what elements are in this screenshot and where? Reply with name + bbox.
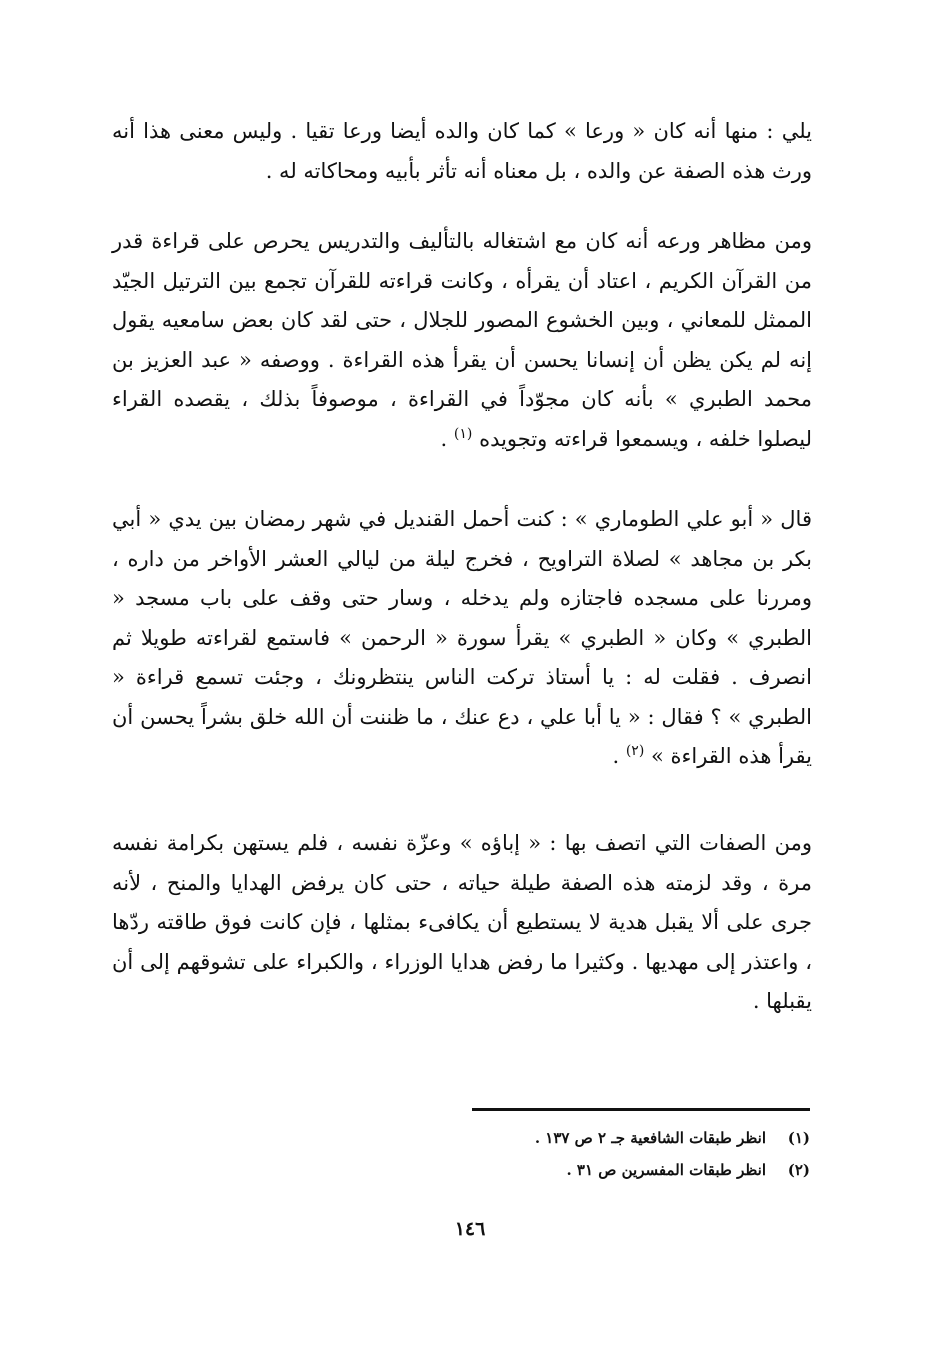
footnote-2-number: (٢) <box>787 1161 810 1179</box>
footnote-ref-1[interactable]: (١) <box>453 425 473 442</box>
footnote-ref-2[interactable]: (٢) <box>625 743 645 759</box>
page-number: ١٤٦ <box>454 1218 486 1240</box>
paragraph-3-text: قال « أبو علي الطوماري » : كنت أحمل القنديل في شهر رمضان بين يدي « أبي بكر بن مجاهد » لصلاة التراويح ، فخرج ليلة من ليالي العشر الأواخر من داره ، ومررنا على مسجده فاجتازه ولم يدخله ، وسار حتى وقف على باب مسجد « الطبري » وكان « الطبري » يقرأ سورة « الرحمن » فاستمع لقراءته طويلا ثم انصرف . فقلت له : يا أستاذ تركت الناس ينتظرونك ، وجئت تسمع قراءة « الطبري » ؟ فقال : « يا أبا علي ، دع عنك ، ما ظننت أن الله خلق بشراً يحسن أن يقرأ هذه القراءة » <box>112 507 812 768</box>
footnote-2 <box>472 1154 810 1186</box>
paragraph-1-text: يلي : منها أنه كان « ورعا » كما كان والده أيضا ورعا تقيا . وليس معنى هذا أنه ورث هذه الصفة عن والده ، بل معناه أنه تأثر بأبيه ومحاكاته له . <box>112 119 812 183</box>
paragraph-4 <box>112 824 812 1022</box>
paragraph-2-text: ومن مظاهر ورعه أنه كان مع اشتغاله بالتأليف والتدريس يحرص على قراءة قدر من القرآن الكريم ، اعتاد أن يقرأه ، وكانت قراءته للقرآن تجمع بين الترتيل الجيّد الممثل للمعاني ، وبين الخشوع المصور للجلال ، حتى لقد كان بعض سامعيه يقول إنه لم يكن يظن أن إنسانا يحسن أن يقرأ هذه القراءة . ووصفه « عبد العزيز بن محمد الطبري » بأنه كان مجوّداً في القراءة ، موصوفاً بذلك ، يقصده القراء ليصلوا خلفه ، ويسمعوا قراءته وتجويده <box>112 229 812 451</box>
paragraph-2 <box>112 222 812 459</box>
footnote-divider <box>472 1108 810 1111</box>
footnotes <box>472 1122 810 1186</box>
footnote-1-number: (١) <box>787 1129 810 1147</box>
paragraph-2-end: . <box>440 426 454 451</box>
footnote-1 <box>472 1122 810 1154</box>
paragraph-3-end: . <box>612 744 626 768</box>
paragraph-4-text: ومن الصفات التي اتصف بها : « إباؤه » وعزّة نفسه ، فلم يستهن بكرامة نفسه مرة ، وقد لزمته هذه الصفة طيلة حياته ، حتى كان يرفض الهدايا والمنح ، لأنه جرى على ألا يقبل هدية لا يستطيع أن يكافىء بمثلها ، فإن كانت فوق طاقته ردّها ، واعتذر إلى مهديها . وكثيرا ما رفض هدايا الوزراء ، والكبراء على تشوقهم إلى أن يقبلها . <box>112 831 812 1013</box>
footnote-1-text: انظر طبقات الشافعية جـ ٢ ص ١٣٧ . <box>534 1129 766 1147</box>
paragraph-1 <box>112 112 812 191</box>
footnote-2-text: انظر طبقات المفسرين ص ٣١ . <box>566 1161 766 1179</box>
paragraph-3 <box>112 500 812 777</box>
